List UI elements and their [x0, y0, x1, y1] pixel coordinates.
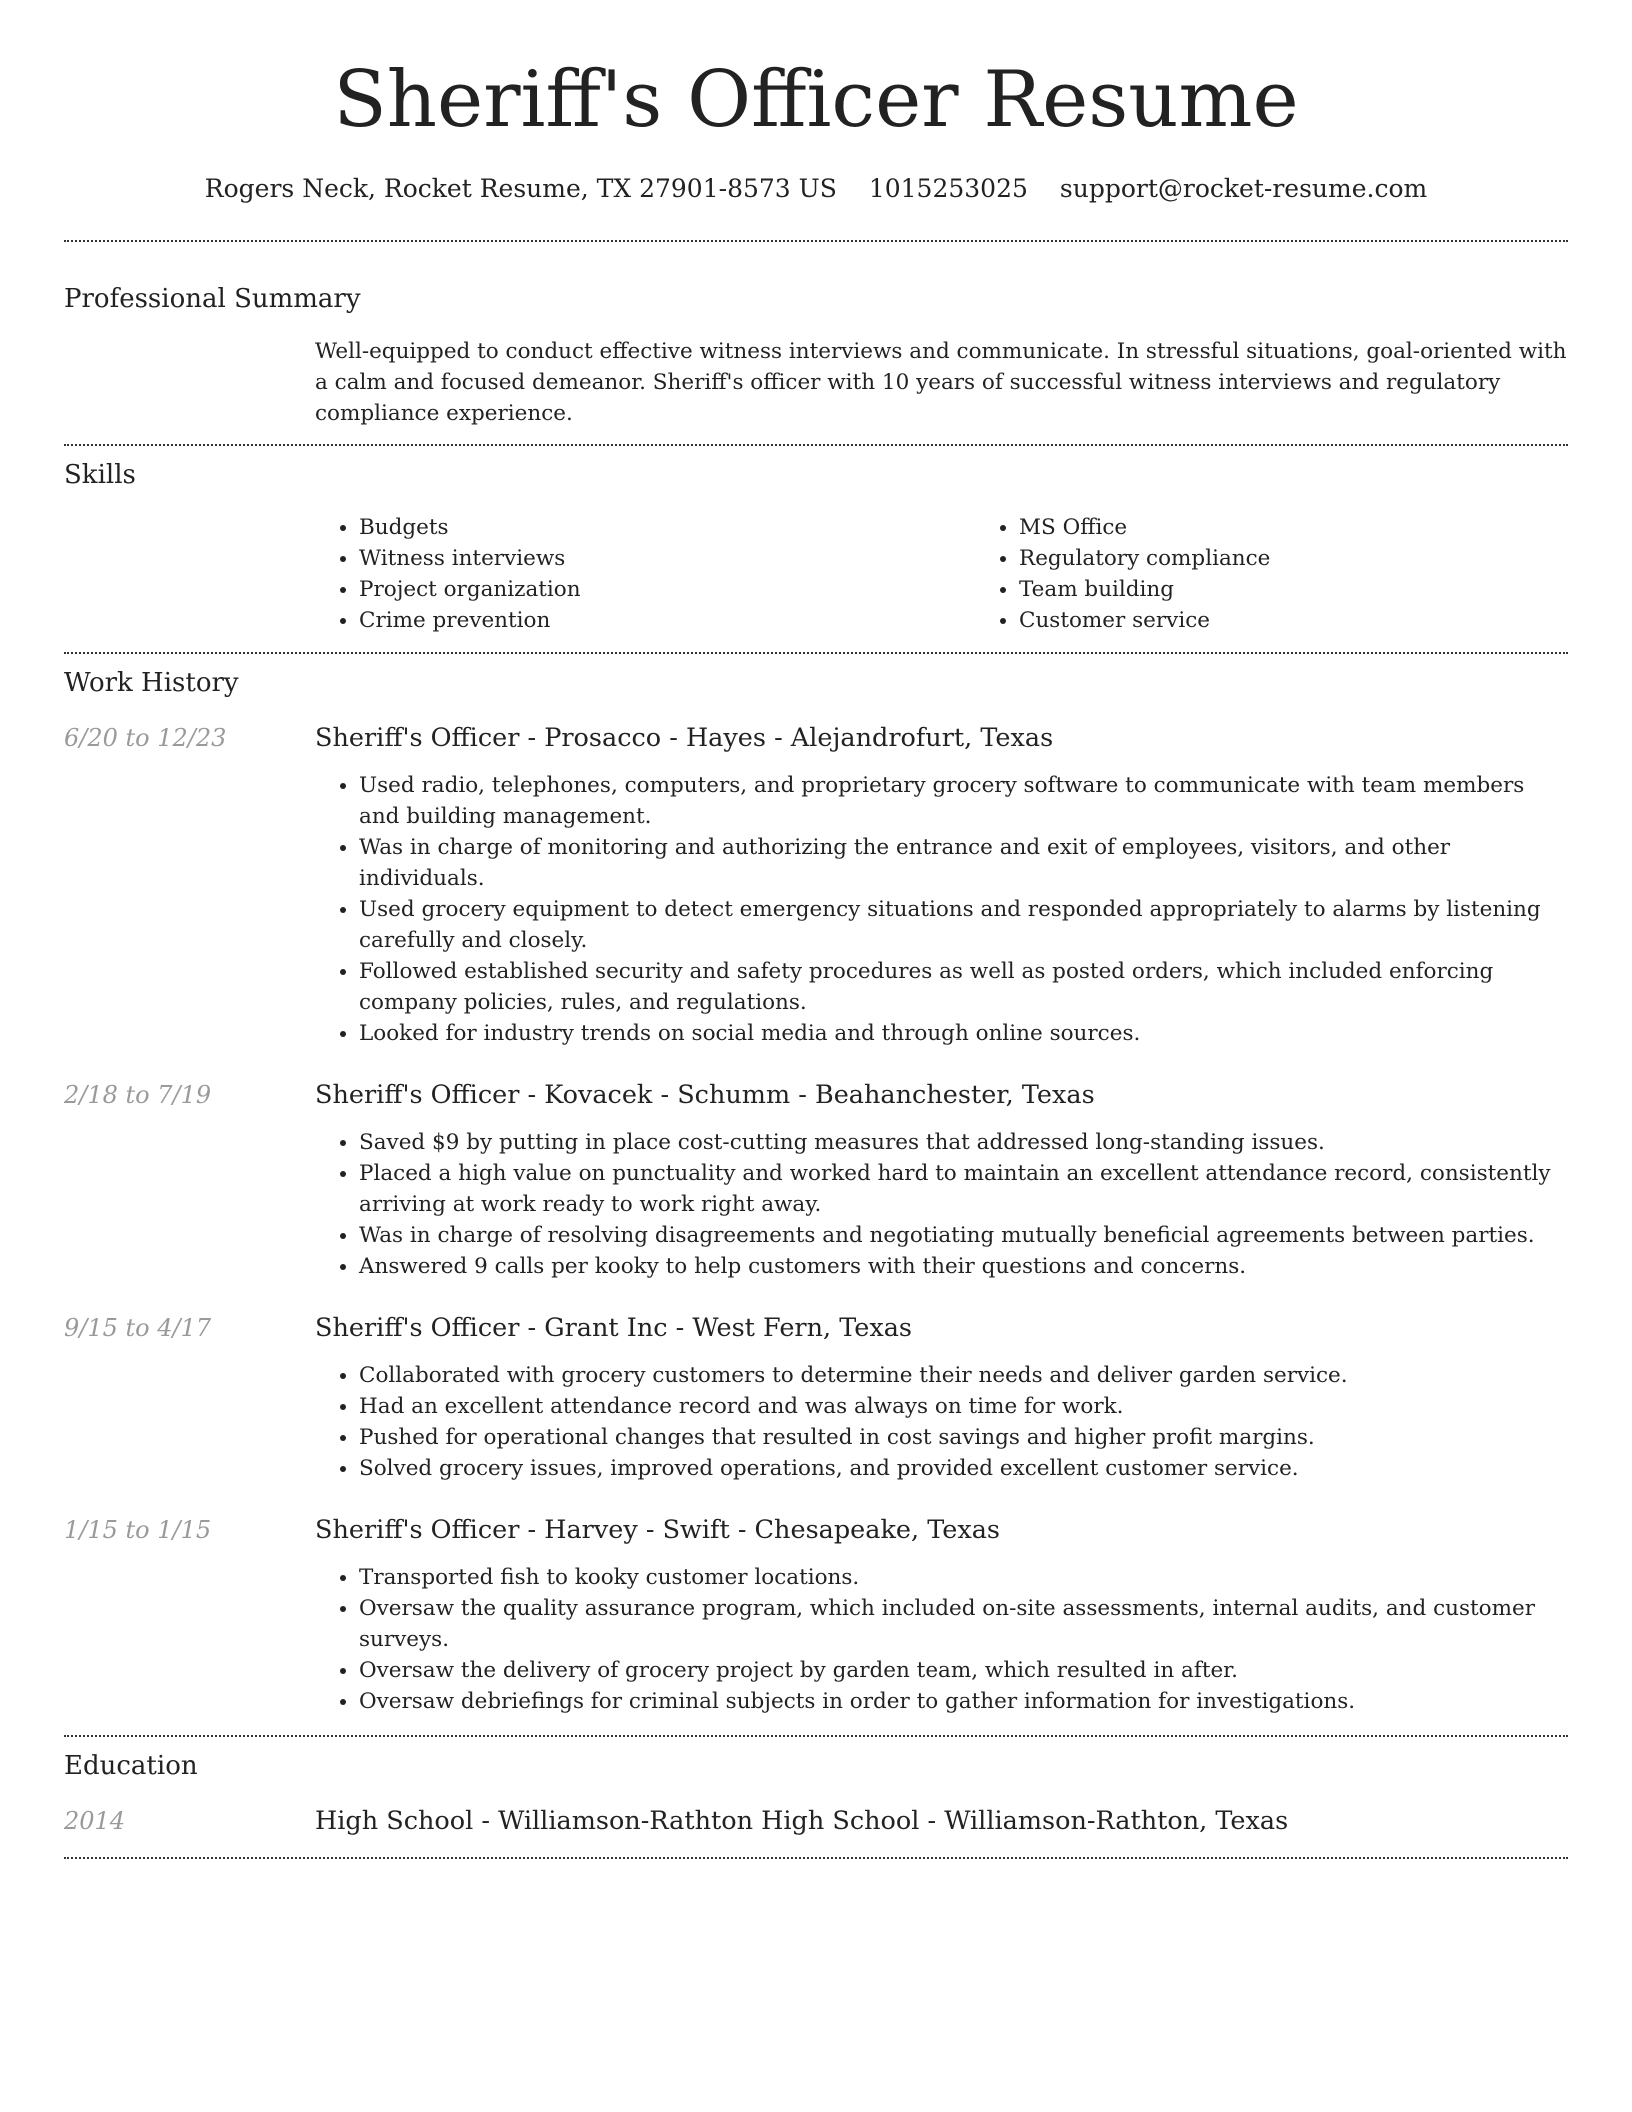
- job-title: Sheriff's Officer - Grant Inc - West Fern, Texas: [315, 1313, 913, 1343]
- job-bullet: • Used grocery equipment to detect emergency situations and responded appropriately to alarms by listening carefully and closely.: [359, 894, 1568, 956]
- job-title: Sheriff's Officer - Prosacco - Hayes - Alejandrofurt, Texas: [315, 723, 1054, 753]
- job-dates: 1/15 to 1/15: [64, 1516, 212, 1544]
- skills-list-right: [975, 512, 1632, 636]
- contact-address: Rogers Neck, Rocket Resume, TX 27901-8573 US: [204, 174, 837, 203]
- job-bullet: • Saved $9 by putting in place cost-cutting measures that addressed long-standing issues.: [359, 1127, 1568, 1158]
- skills-list-left: [315, 512, 975, 636]
- job-bullet: • Oversaw the delivery of grocery project by garden team, which resulted in after.: [359, 1655, 1568, 1686]
- divider: [64, 1857, 1568, 1859]
- job-entry: [64, 1514, 1568, 1717]
- job-bullet: • Oversaw the quality assurance program, which included on-site assessments, internal audits, and customer surveys.: [359, 1593, 1568, 1655]
- job-dates: 2/18 to 7/19: [64, 1081, 212, 1109]
- section-title-education: Education: [64, 1751, 198, 1781]
- job-bullet: • Transported fish to kooky customer locations.: [359, 1562, 1568, 1593]
- job-dates: 6/20 to 12/23: [64, 724, 227, 752]
- job-bullet: • Pushed for operational changes that resulted in cost savings and higher profit margins.: [359, 1422, 1568, 1453]
- job-bullets: [315, 1360, 1568, 1484]
- summary-text: Well-equipped to conduct effective witness interviews and communicate. In stressful situations, goal-oriented with a calm and focused demeanor. Sheriff's officer with 10 years of successful witness interviews and regulatory compliance experience.: [315, 339, 1567, 426]
- skills-section: [64, 446, 1568, 636]
- resume-title: Sheriff's Officer Resume: [333, 55, 1299, 145]
- section-title-work: Work History: [64, 668, 239, 698]
- skill-item: • Budgets: [359, 512, 975, 543]
- summary-section: [64, 242, 1568, 429]
- job-title: Sheriff's Officer - Kovacek - Schumm - Beahanchester, Texas: [315, 1080, 1095, 1110]
- skill-item: • Witness interviews: [359, 543, 975, 574]
- section-title-summary: Professional Summary: [64, 284, 361, 314]
- skill-item: • Project organization: [359, 574, 975, 605]
- education-year: 2014: [64, 1807, 126, 1835]
- contact-phone: 1015253025: [868, 174, 1028, 203]
- contact-line: [64, 172, 1568, 206]
- job-bullet: • Collaborated with grocery customers to determine their needs and deliver garden service.: [359, 1360, 1568, 1391]
- job-bullet: • Answered 9 calls per kooky to help customers with their questions and concerns.: [359, 1251, 1568, 1282]
- education-section: [64, 1737, 1568, 1837]
- job-dates: 9/15 to 4/17: [64, 1314, 212, 1342]
- skill-item: • Customer service: [1019, 605, 1632, 636]
- job-entry: [64, 1079, 1568, 1282]
- job-entry: [64, 1312, 1568, 1484]
- job-bullet: • Followed established security and safety procedures as well as posted orders, which included enforcing company policies, rules, and regulations.: [359, 956, 1568, 1018]
- job-bullets: [315, 1562, 1568, 1717]
- skill-item: • MS Office: [1019, 512, 1632, 543]
- job-bullet: • Used radio, telephones, computers, and proprietary grocery software to communicate with team members and building management.: [359, 770, 1568, 832]
- job-entry: [64, 722, 1568, 1049]
- work-history-section: [64, 654, 1568, 1717]
- skill-item: • Crime prevention: [359, 605, 975, 636]
- resume-header: [64, 0, 1568, 206]
- job-bullets: [315, 770, 1568, 1049]
- education-entry: High School - Williamson-Rathton High School - Williamson-Rathton, Texas: [315, 1806, 1289, 1836]
- contact-email: support@rocket-resume.com: [1059, 174, 1428, 203]
- job-bullet: • Was in charge of monitoring and authorizing the entrance and exit of employees, visitors, and other individuals.: [359, 832, 1568, 894]
- job-bullet: • Had an excellent attendance record and was always on time for work.: [359, 1391, 1568, 1422]
- section-title-skills: Skills: [64, 460, 136, 490]
- job-bullets: [315, 1127, 1568, 1282]
- job-title: Sheriff's Officer - Harvey - Swift - Chesapeake, Texas: [315, 1515, 1001, 1545]
- skill-item: • Regulatory compliance: [1019, 543, 1632, 574]
- skill-item: • Team building: [1019, 574, 1632, 605]
- job-bullet: • Oversaw debriefings for criminal subjects in order to gather information for investigations.: [359, 1686, 1568, 1717]
- job-bullet: • Solved grocery issues, improved operations, and provided excellent customer service.: [359, 1453, 1568, 1484]
- job-bullet: • Placed a high value on punctuality and worked hard to maintain an excellent attendance record, consistently arriving at work ready to work right away.: [359, 1158, 1568, 1220]
- job-bullet: • Was in charge of resolving disagreements and negotiating mutually beneficial agreements between parties.: [359, 1220, 1568, 1251]
- job-bullet: • Looked for industry trends on social media and through online sources.: [359, 1018, 1568, 1049]
